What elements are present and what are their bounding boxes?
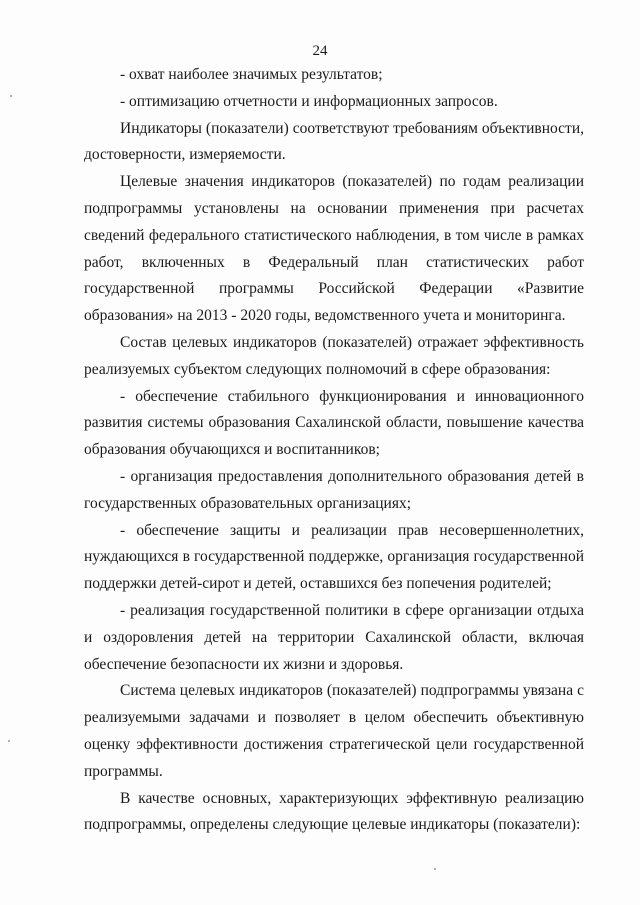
paragraph-bullet-results: - охват наиболее значимых результатов; — [120, 66, 383, 83]
paragraph-indicators-system: Система целевых индикаторов (показателей) подпрограммы увязана с реализуемыми задачами и позволяет в целом обеспечить объективную оценку эффективности достижения стратегической цели государственной программы. — [84, 682, 584, 780]
paragraph-bullet-reporting: - оптимизацию отчетности и информационных запросов. — [120, 92, 498, 110]
paragraph-indicators-composition: Состав целевых индикаторов (показателей) отражает эффективность реализуемых субъектом следующих полномочий в сфере образования: — [84, 333, 584, 378]
paragraph-bullet-minors-protection: - обеспечение защиты и реализации прав несовершеннолетних, нуждающихся в государственной поддержке, организация государственной поддержки детей-сирот и детей, оставшихся без попечения родителей; — [84, 521, 584, 593]
paragraph-main-indicators-intro: В качестве основных, характеризующих эффективную реализацию подпрограммы, определены следующие целевые индикаторы (показатели): — [84, 789, 584, 834]
document-body — [84, 62, 584, 839]
scan-speck — [10, 95, 12, 97]
paragraph-bullet-recreation: - реализация государственной политики в сфере организации отдыха и оздоровления детей на территории Сахалинской области, включая обеспечение безопасности их жизни и здоровья. — [84, 601, 584, 673]
scan-speck — [434, 868, 436, 870]
paragraph-bullet-additional-education: - организация предоставления дополнительного образования детей в государственных образовательных организациях; — [84, 467, 584, 512]
scan-speck — [8, 740, 10, 742]
paragraph-target-values: Целевые значения индикаторов (показателей) по годам реализации подпрограммы установлены на основании применения при расчетах сведений федерального статистического наблюдения, в том числе в рамках работ, включенных в Федеральный план статистических работ государственной программы Российской Федерации «Развитие образования» на 2013 - 2020 годы, ведомственного учета и мониторинга. — [84, 173, 584, 325]
paragraph-bullet-education-system: - обеспечение стабильного функционирования и инновационного развития системы образования Сахалинской области, повышение качества образования обучающихся и воспитанников; — [84, 387, 584, 459]
page-number: 24 — [312, 43, 328, 59]
paragraph-indicators-requirements: Индикаторы (показатели) соответствуют требованиям объективности, достоверности, измеряемости. — [84, 119, 584, 164]
